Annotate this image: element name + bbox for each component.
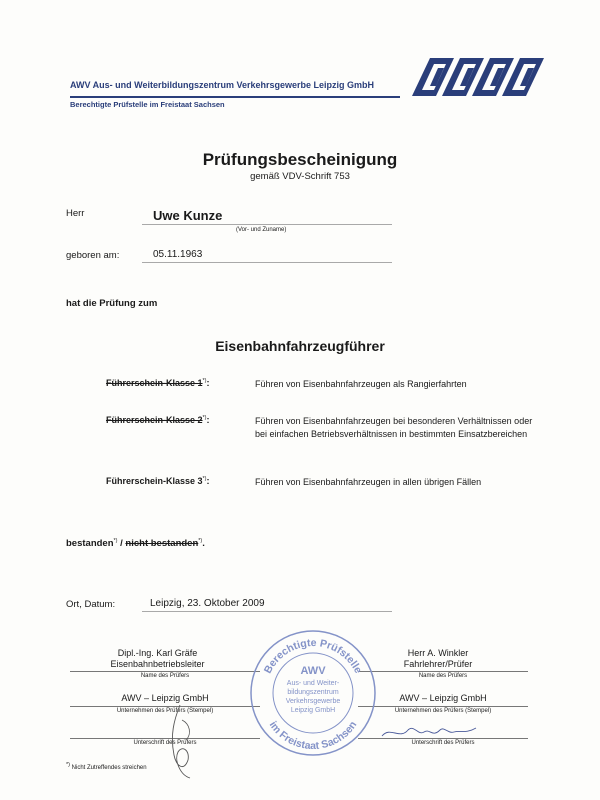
left-name-caption: Name des Prüfers xyxy=(140,673,190,679)
left-company-caption: Unternehmen des Prüfers (Stempel) xyxy=(116,708,214,714)
birth-label: geboren am: xyxy=(66,250,120,261)
right-examiner-role: Fahrlehrer/Prüfer xyxy=(403,659,473,669)
exam-result: bestanden*) / nicht bestanden*). xyxy=(66,538,205,550)
class-3-label: Führerschein-Klasse 3*): xyxy=(106,476,210,486)
salutation-label: Herr xyxy=(66,208,85,219)
place-date-line xyxy=(142,611,392,612)
right-name-caption: Name des Prüfers xyxy=(418,673,468,679)
right-company-line xyxy=(358,706,528,707)
right-company-caption: Unternehmen des Prüfers (Stempel) xyxy=(394,708,492,714)
stamp-line-1: AWV xyxy=(300,665,326,677)
exam-intro: hat die Prüfung zum xyxy=(66,298,158,309)
organization-subtitle: Berechtigte Prüfstelle im Freistaat Sachsen xyxy=(70,100,225,109)
place-date-label: Ort, Datum: xyxy=(66,599,116,610)
stamp-line-5: Leipzig GmbH xyxy=(290,707,336,714)
class-2-label: Führerschein-Klasse 2*): xyxy=(106,415,210,425)
document-title: Prüfungsbescheinigung xyxy=(202,150,398,169)
document-subtitle: gemäß VDV-Schrift 753 xyxy=(250,171,350,182)
class-1-label: Führerschein-Klasse 1*): xyxy=(106,378,210,388)
class-2-description: Führen von Eisenbahnfahrzeugen bei besonderen Verhältnissen oder bei einfachen Betriebsverhältnissen in bestimmten Einsatzbereichen xyxy=(255,416,533,439)
exam-subject: Eisenbahnfahrzeugführer xyxy=(215,338,385,354)
right-company: AWV – Leipzig GmbH xyxy=(399,693,487,703)
stamp-outer-bottom: im Freistaat Sachsen xyxy=(266,719,360,752)
stamp-line-3: bildungszentrum xyxy=(287,689,339,696)
left-name-line xyxy=(70,671,260,672)
left-examiner-name: Dipl.-Ing. Karl Gräfe xyxy=(117,648,198,658)
name-line xyxy=(142,224,392,225)
stamp-line-2: Aus- und Weiter- xyxy=(286,680,340,687)
left-company: AWV – Leipzig GmbH xyxy=(121,693,209,703)
birth-line xyxy=(142,262,392,263)
header-divider xyxy=(70,96,400,98)
right-name-line xyxy=(358,671,528,672)
stamp-line-4: Verkehrsgewerbe xyxy=(285,698,341,705)
awv-logo-icon xyxy=(412,58,547,100)
right-handwritten-signature-icon xyxy=(380,722,480,742)
organization-name: AWV Aus- und Weiterbildungszentrum Verkehrsgewerbe Leipzig GmbH xyxy=(70,80,375,90)
class-3-description: Führen von Eisenbahnfahrzeugen in allen übrigen Fällen xyxy=(255,477,482,487)
official-stamp-icon xyxy=(248,628,378,758)
stamp-outer-top: Berechtigte Prüfstelle xyxy=(261,636,365,676)
right-examiner-name: Herr A. Winkler xyxy=(407,648,469,658)
candidate-name: Uwe Kunze xyxy=(153,208,223,223)
right-signature-caption: Unterschrift des Prüfers xyxy=(411,740,475,746)
left-handwritten-signature-icon xyxy=(160,700,210,780)
left-examiner-role: Eisenbahnbetriebsleiter xyxy=(110,659,205,669)
left-signature-caption: Unterschrift des Prüfers xyxy=(133,740,197,746)
birth-date: 05.11.1963 xyxy=(153,249,203,260)
place-date-value: Leipzig, 23. Oktober 2009 xyxy=(150,598,265,609)
footnote: *) Nicht Zutreffendes streichen xyxy=(66,762,147,771)
class-1-description: Führen von Eisenbahnfahrzeugen als Rangierfahrten xyxy=(255,379,467,389)
name-hint: (Vor- und Zuname) xyxy=(236,227,287,233)
